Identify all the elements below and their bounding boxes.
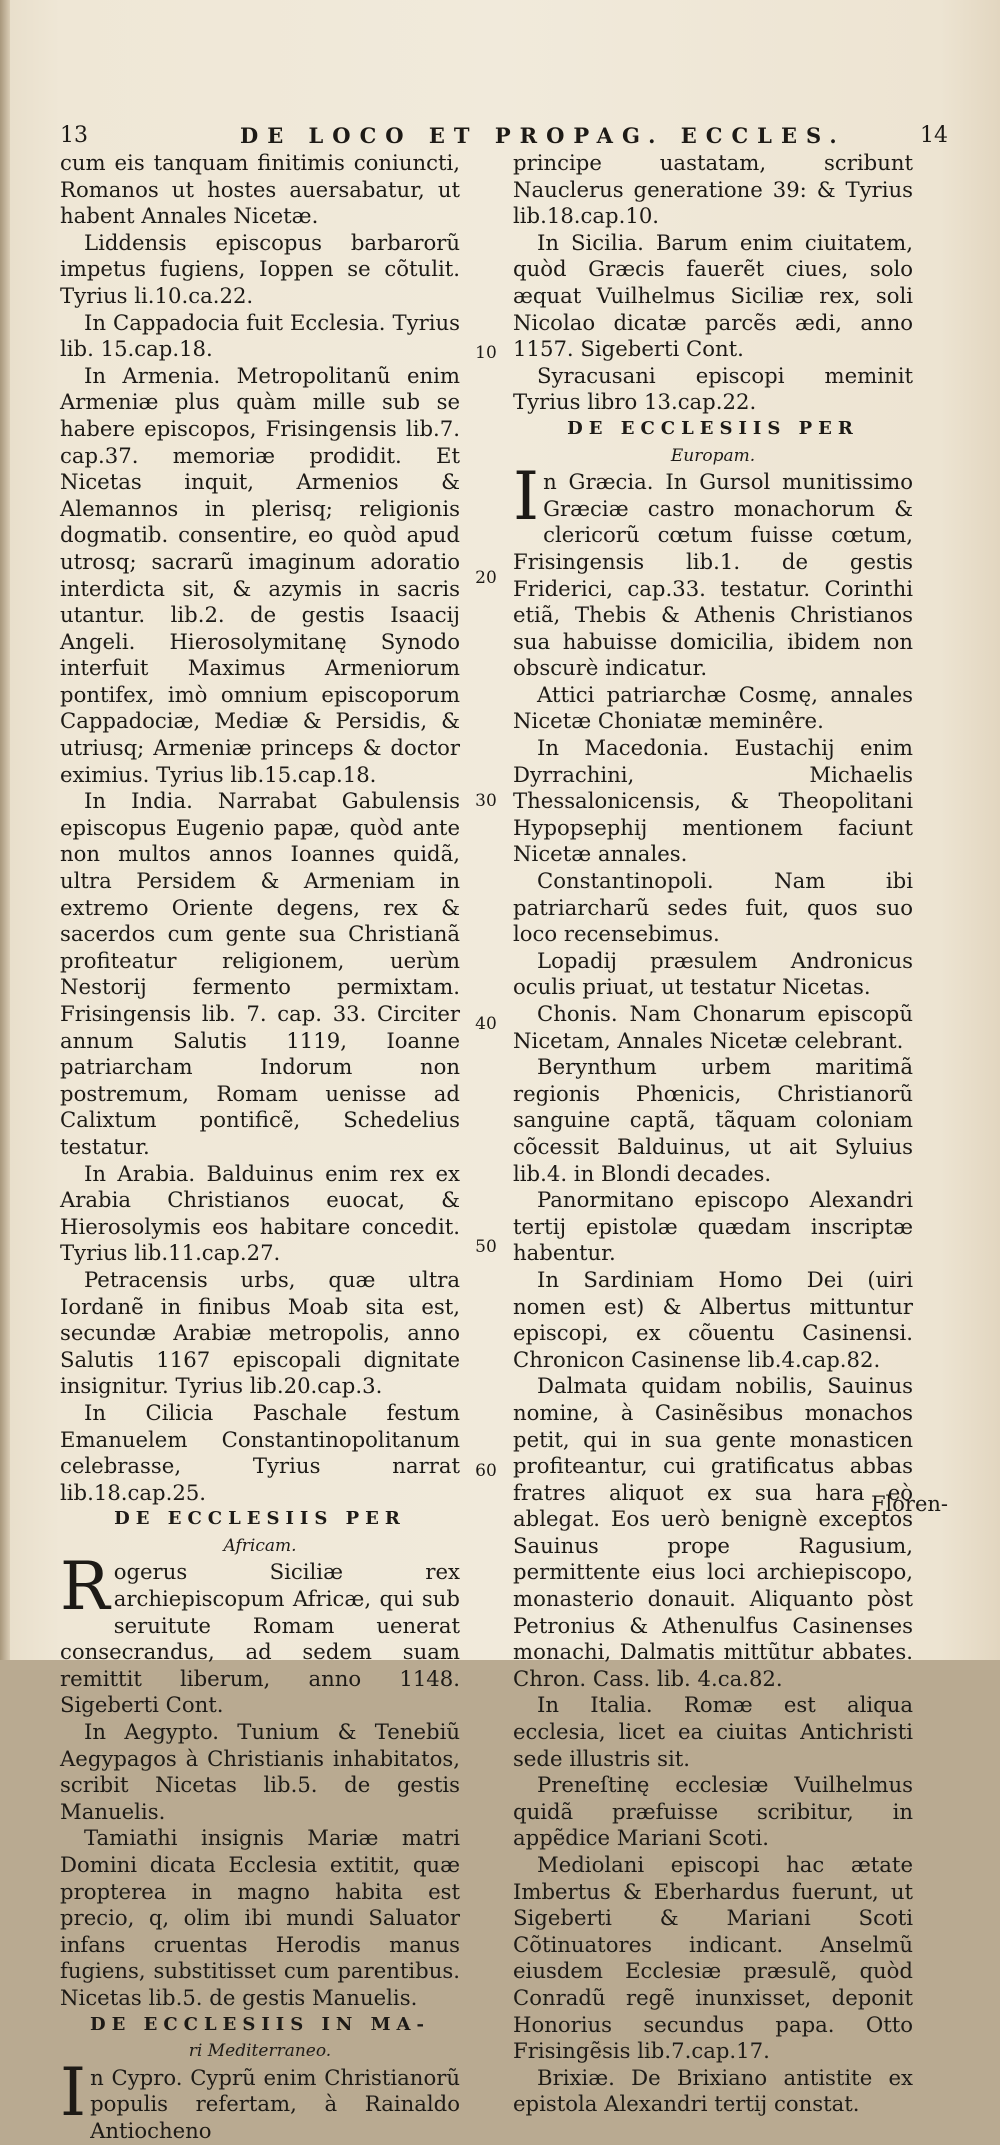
paragraph: In Italia. Romæ est aliqua ecclesia, licet ea ciuitas Antichristi sede illustris sit. <box>513 1692 913 1771</box>
paragraph: cum eis tanquam finitimis coniuncti, Romanos ut hostes auersabatur, ut habent Annales Nicetæ. <box>60 150 460 229</box>
line-number: 40 <box>475 1014 497 1034</box>
paragraph: Liddensis episcopus barbarorũ impetus fugiens, Ioppen se cõtulit. Tyrius li.10.ca.22. <box>60 229 460 308</box>
paragraph: In Aegypto. Tunium & Tenebiũ Aegypagos à Christianis inhabitatos, scribit Nicetas lib.5. de gestis Manuelis. <box>60 1719 460 1824</box>
paragraph: In Cilicia Paschale festum Emanuelem Constantinopolitanum celebrasse, Tyrius narrat lib.18.cap.25. <box>60 1399 460 1505</box>
paragraph: In Armenia. Metropolitanũ enim Armeniæ plus quàm mille sub se habere episcopos, Frisingensis lib.7. cap.37. memoriæ prodidit. Et Nicetas inquit, Armenios & Alemannos in plerisq; religionis dogmatib. consentire, eo quòd apud utrosq; sacrarũ imaginum adoratio interdicta sit, & azymis in sacris utantur. lib.2. de gestis Isaacij Angeli. Hierosolymitanę Synodo interfuit Maximus Armeniorum pontifex, imò omnium episcoporum Cappadociæ, Mediæ & Persidis, & utriusq; Armeniæ princeps & doctor eximius. Tyrius lib.15.cap.18. <box>60 362 460 787</box>
section-heading: DE ECCLESIIS IN MA- <box>90 2013 430 2035</box>
page-edge-shadow <box>0 0 10 1660</box>
paragraph: Preneſtinę ecclesiæ Vuilhelmus quidã præfuisse scribitur, in appẽdice Mariani Scoti. <box>513 1772 913 1851</box>
paragraph: Brixiæ. De Brixiano antistite ex epistola Alexandri tertij constat. <box>513 2064 913 2117</box>
section-subheading: Europam. <box>670 445 756 466</box>
paragraph: principe uastatam, scribunt Nauclerus generatione 39: & Tyrius lib.18.cap.10. <box>513 150 913 229</box>
paragraph-drop-cap: In Græcia. In Gursol munitissimo Græciæ castro monachorum & clericorũ cœtum fuisse cœtum, Frisingensis lib.1. de gestis Friderici, cap.33. testatur. Corinthi etiã, Thebis & Athenis Christianos sua habuisse domicilia, ibidem non obscurè indicatur. <box>513 458 913 681</box>
paragraph-drop-cap: In Cypro. Cyprũ enim Christianorũ populis refertam, à Rainaldo Antiocheno <box>60 2053 460 2143</box>
section-heading: DE ECCLESIIS PER <box>114 1508 406 1530</box>
paragraph: Mediolani episcopi hac ætate Imbertus & Eberhardus fuerunt, ut Sigeberti & Mariani Scoti Cõtinuatores indicant. Anselmũ eiusdem Ecclesiæ præsulẽ, quòd Conradũ regẽ inunxisset, deponit Honorius secundus papa. Otto Frisingẽsis lib.7.cap.17. <box>513 1852 913 2064</box>
paragraph: Attici patriarchæ Cosmę, annales Nicetæ Choniatæ meminêre. <box>513 681 913 734</box>
line-number: 60 <box>475 1461 497 1481</box>
paragraph: Lopadij præsulem Andronicus oculis priuat, ut testatur Nicetas. <box>513 947 913 1000</box>
running-title: DE LOCO ET PROPAG. ECCLES. <box>240 123 846 148</box>
line-number: 10 <box>475 343 497 363</box>
paragraph: In Arabia. Balduinus enim rex ex Arabia Christianos euocat, & Hierosolymis eos habitare concedit. Tyrius lib.11.cap.27. <box>60 1160 460 1266</box>
paragraph: Dalmata quidam nobilis, Sauinus nomine, à Casinẽsibus monachos petit, qui in sua gente monasticen profiteantur, cui gratificatus abbas fratres aliquot ex sua hara eò ablegat. Eos uerò benignè exceptos Sauinus prope Ragusium, permittente eius loci archiepiscopo, monasterio donauit. Aliquanto pòst Petronius & Athenulfus Casinenses monachi, Dalmatis mittũtur abbates. Chron. Cass. lib. 4.ca.82. <box>513 1373 913 1691</box>
paragraph: Syracusani episcopi meminit Tyrius libro 13.cap.22. <box>513 362 913 415</box>
paragraph: Berynthum urbem maritimã regionis Phœnicis, Christianorũ sanguine captã, tãquam coloniam cõcessit Balduinus, ut ait Syluius lib.4. in Blondi decades. <box>513 1054 913 1186</box>
left-column <box>60 150 460 2145</box>
section-subheading: ri Mediterraneo. <box>188 2041 332 2062</box>
running-head <box>60 118 948 154</box>
paragraph: In Cappadocia fuit Ecclesia. Tyrius lib. 15.cap.18. <box>60 309 460 362</box>
page-number-left: 13 <box>60 123 88 148</box>
paragraph: Petracensis urbs, quæ ultra Iordanẽ in finibus Moab sita est, secundæ Arabiæ metropolis, anno Salutis 1167 episcopali dignitate insignitur. Tyrius lib.20.cap.3. <box>60 1266 460 1399</box>
paragraph: Constantinopoli. Nam ibi patriarcharũ sedes fuit, quos suo loco recensebimus. <box>513 868 913 947</box>
paragraph: Chonis. Nam Chonarum episcopũ Nicetam, Annales Nicetæ celebrant. <box>513 1001 913 1053</box>
right-column <box>513 150 913 2118</box>
section-heading: DE ECCLESIIS PER <box>567 417 859 439</box>
paragraph-drop-cap: Rogerus Siciliæ rex archiepiscopum Africæ, qui sub seruitute Romam uenerat consecrandus, ad sedem suam remittit liberum, anno 1148. Sigeberti Cont. <box>60 1548 460 1718</box>
page-number-right: 14 <box>920 123 948 148</box>
paragraph: In Sardiniam Homo Dei (uiri nomen est) & Albertus mittuntur episcopi, ex cõuentu Casinensi. Chronicon Casinense lib.4.cap.82. <box>513 1266 913 1372</box>
catchword: Floren- <box>870 1492 948 1516</box>
line-number: 30 <box>475 791 497 811</box>
paragraph: Panormitano episcopo Alexandri tertij epistolæ quædam inscriptæ habentur. <box>513 1187 913 1266</box>
section-subheading: Africam. <box>223 1535 297 1556</box>
paragraph: Tamiathi insignis Mariæ matri Domini dicata Ecclesia extitit, quæ propterea in magno habita est precio, q, olim ibi mundi Saluator infans cruentas Herodis manus fugiens, substitisset cum parentibus. Nicetas lib.5. de gestis Manuelis. <box>60 1825 460 2010</box>
paragraph: In India. Narrabat Gabulensis episcopus Eugenio papæ, quòd ante non multos annos Ioannes quidã, ultra Persidem & Armeniam in extremo Oriente degens, rex & sacerdos cum gente sua Christianã profiteatur religionem, uerùm Nestorij fermento permixtam. Frisingensis lib. 7. cap. 33. Circiter annum Salutis 1119, Ioanne patriarcham Indorum non postremum, Romam uenisse ad Calixtum pontificẽ, Schedelius testatur. <box>60 788 460 1159</box>
paragraph: In Sicilia. Barum enim ciuitatem, quòd Græcis fauerẽt ciues, solo æquat Vuilhelmus Siciliæ rex, soli Nicolao dicatæ parcẽs ædi, anno 1157. Sigeberti Cont. <box>513 229 913 362</box>
line-number: 50 <box>475 1237 497 1257</box>
paragraph: In Macedonia. Eustachij enim Dyrrachini, Michaelis Thessalonicensis, & Theopolitani Hypopsephij mentionem faciunt Nicetæ annales. <box>513 735 913 867</box>
line-number: 20 <box>475 568 497 588</box>
